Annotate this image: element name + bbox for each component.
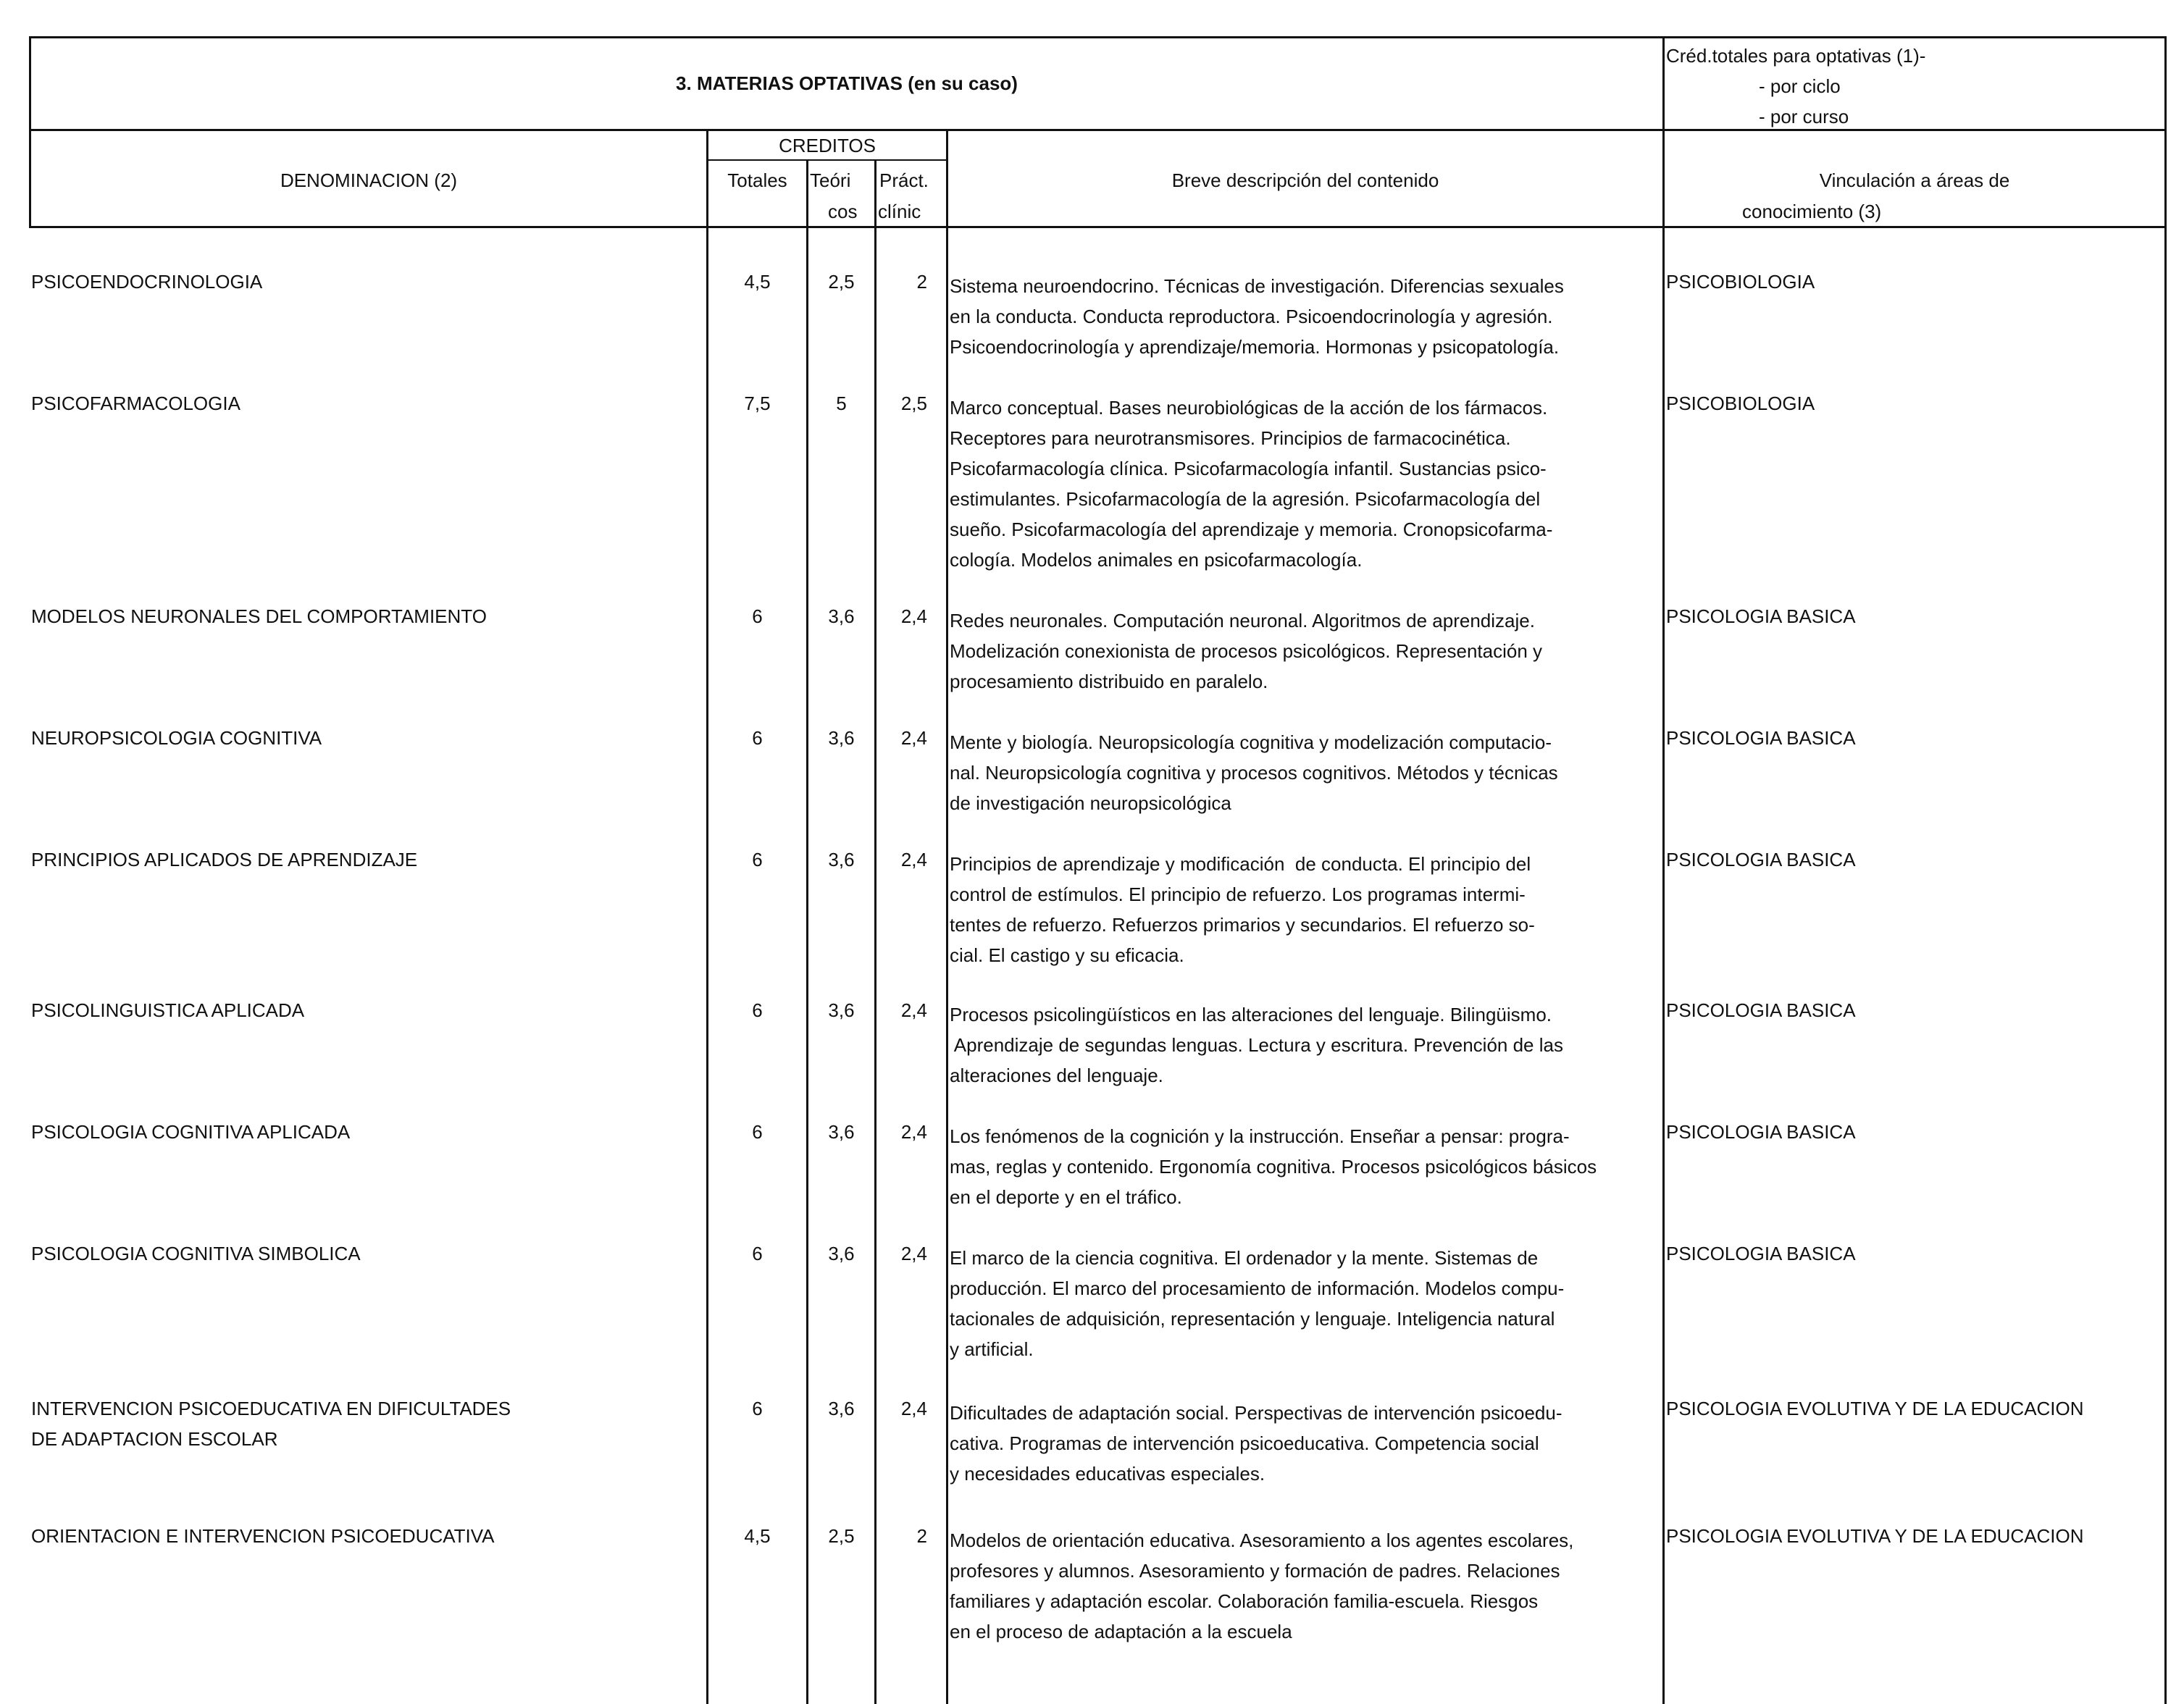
- header-divider: [29, 129, 2167, 131]
- credits-teoricos: 5: [836, 393, 847, 414]
- table-border-left: [29, 36, 31, 228]
- subject-name: PSICOENDOCRINOLOGIA: [31, 271, 263, 293]
- table-border-top: [29, 36, 2167, 38]
- subject-description: Los fenómenos de la cognición y la instrucción. Enseñar a pensar: progra- mas, reglas y contenido. Ergonomía cognitiva. Procesos psicológicos básicos en el deporte y en el tráfico.: [950, 1125, 1597, 1208]
- knowledge-area: PSICOLOGIA BASICA: [1666, 727, 1856, 749]
- knowledge-area: PSICOLOGIA BASICA: [1666, 849, 1856, 870]
- credits-totales: 6: [752, 605, 763, 627]
- credits-practicos: 2,4: [900, 849, 927, 870]
- knowledge-area: PSICOLOGIA BASICA: [1666, 999, 1856, 1021]
- credits-totales: 6: [752, 1121, 763, 1143]
- knowledge-area: PSICOBIOLOGIA: [1666, 393, 1815, 414]
- knowledge-area: PSICOLOGIA EVOLUTIVA Y DE LA EDUCACION: [1666, 1398, 2084, 1419]
- credits-practicos: 2,4: [900, 1398, 927, 1419]
- subject-name: PSICOLOGIA COGNITIVA APLICADA: [31, 1121, 351, 1143]
- credits-teoricos: 3,6: [828, 1121, 855, 1143]
- credits-total-label: Créd.totales para optativas (1)-: [1666, 45, 1926, 67]
- column-header-vinculacion-1: Vinculación a áreas de: [1819, 169, 2010, 191]
- credits-totales: 7,5: [744, 393, 771, 414]
- credits-totales: 6: [752, 999, 763, 1021]
- credits-per-cycle: - por ciclo: [1759, 75, 1841, 97]
- credits-teoricos: 3,6: [828, 1398, 855, 1419]
- credits-practicos: 2: [916, 271, 927, 293]
- subject-name: MODELOS NEURONALES DEL COMPORTAMIENTO: [31, 605, 487, 627]
- subject-description: Mente y biología. Neuropsicología cognitiva y modelización computacio- nal. Neuropsicología cognitiva y procesos cognitivos. Métodos y técnicas de investigación neuropsicológica: [950, 731, 1558, 814]
- table-border-right: [2164, 36, 2167, 1704]
- subject-description: Procesos psicolingüísticos en las alteraciones del lenguaje. Bilingüismo. Aprendizaje de segundas lenguas. Lectura y escritura. Prevención de las alteraciones del lenguaje.: [950, 1004, 1563, 1086]
- subject-description: Modelos de orientación educativa. Asesoramiento a los agentes escolares, profesores y alumnos. Asesoramiento y formación de padres. Relaciones familiares y adaptación escolar. Colaboración familia-escuela. Riesgos en el proceso de adaptación a la escuela: [950, 1529, 1574, 1642]
- creditos-divider: [706, 159, 947, 161]
- credits-teoricos: 2,5: [828, 1525, 855, 1547]
- subject-description: Dificultades de adaptación social. Perspectivas de intervención psicoedu- cativa. Programas de intervención psicoeducativa. Competencia social y necesidades educativas especiales.: [950, 1402, 1562, 1485]
- knowledge-area: PSICOLOGIA BASICA: [1666, 1243, 1856, 1264]
- knowledge-area: PSICOLOGIA BASICA: [1666, 605, 1856, 627]
- credits-totales: 4,5: [744, 1525, 771, 1547]
- col-divider-vinculacion: [1662, 36, 1665, 1704]
- knowledge-area: PSICOLOGIA EVOLUTIVA Y DE LA EDUCACION: [1666, 1525, 2084, 1547]
- credits-teoricos: 3,6: [828, 727, 855, 749]
- subject-description: Marco conceptual. Bases neurobiológicas de la acción de los fármacos. Receptores para neurotransmisores. Principios de farmacocinética. Psicofarmacología clínica. Psicofarmacología infantil. Sustancias psico- estimulantes. Psicofarmacología de la agresión. Psicofarmacología del sueño. Psicofarmacología del aprendizaje y memoria. Cronopsicofarma- cología. Modelos animales en psicofarmacología.: [950, 397, 1553, 571]
- credits-practicos: 2,4: [900, 727, 927, 749]
- credits-totales: 6: [752, 727, 763, 749]
- credits-practicos: 2: [916, 1525, 927, 1547]
- subject-description: El marco de la ciencia cognitiva. El ordenador y la mente. Sistemas de producción. El marco del procesamiento de información. Modelos compu- tacionales de adquisición, representación y lenguaje. Inteligencia natural y artificial.: [950, 1247, 1565, 1360]
- credits-teoricos: 3,6: [828, 849, 855, 870]
- column-header-teoricos-2: cos: [828, 201, 858, 222]
- column-header-vinculacion-2: conocimiento (3): [1742, 201, 1882, 222]
- subject-name: INTERVENCION PSICOEDUCATIVA EN DIFICULTADES DE ADAPTACION ESCOLAR: [31, 1398, 511, 1450]
- credits-totales: 6: [752, 1243, 763, 1264]
- column-header-divider: [29, 226, 2167, 228]
- column-header-practicos-1: Práct.: [879, 169, 929, 191]
- col-divider-teoricos: [806, 159, 808, 1704]
- column-header-creditos: CREDITOS: [779, 135, 876, 156]
- column-header-denominacion: DENOMINACION (2): [280, 169, 458, 191]
- col-divider-descripcion: [946, 129, 948, 1704]
- credits-practicos: 2,4: [900, 1243, 927, 1264]
- subject-name: PSICOLINGUISTICA APLICADA: [31, 999, 305, 1021]
- credits-teoricos: 3,6: [828, 1243, 855, 1264]
- column-header-teoricos-1: Teóri: [810, 169, 851, 191]
- credits-totales: 6: [752, 1398, 763, 1419]
- col-divider-practicos: [874, 159, 876, 1704]
- credits-practicos: 2,4: [900, 605, 927, 627]
- column-header-practicos-2: clínic: [878, 201, 921, 222]
- knowledge-area: PSICOLOGIA BASICA: [1666, 1121, 1856, 1143]
- subject-description: Principios de aprendizaje y modificación de conducta. El principio del control de estímulos. El principio de refuerzo. Los programas intermi- tentes de refuerzo. Refuerzos primarios y secundarios. El refuerzo so- cial. El castigo y su eficacia.: [950, 853, 1535, 966]
- section-title: 3. MATERIAS OPTATIVAS (en su caso): [676, 72, 1018, 94]
- knowledge-area: PSICOBIOLOGIA: [1666, 271, 1815, 293]
- credits-totales: 6: [752, 849, 763, 870]
- subject-description: Redes neuronales. Computación neuronal. Algoritmos de aprendizaje. Modelización conexionista de procesos psicológicos. Representación y procesamiento distribuido en paralelo.: [950, 610, 1543, 692]
- credits-practicos: 2,4: [900, 999, 927, 1021]
- subject-name: PSICOFARMACOLOGIA: [31, 393, 240, 414]
- column-header-totales: Totales: [727, 169, 787, 191]
- credits-practicos: 2,4: [900, 1121, 927, 1143]
- subject-name: NEUROPSICOLOGIA COGNITIVA: [31, 727, 322, 749]
- credits-practicos: 2,5: [900, 393, 927, 414]
- credits-teoricos: 2,5: [828, 271, 855, 293]
- credits-per-course: - por curso: [1759, 106, 1849, 127]
- subject-description: Sistema neuroendocrino. Técnicas de investigación. Diferencias sexuales en la conducta. Conducta reproductora. Psicoendocrinología y agresión. Psicoendocrinología y aprendizaje/memoria. Hormonas y psicopatología.: [950, 275, 1564, 358]
- subject-name: ORIENTACION E INTERVENCION PSICOEDUCATIVA: [31, 1525, 495, 1547]
- subject-name: PRINCIPIOS APLICADOS DE APRENDIZAJE: [31, 849, 418, 870]
- credits-teoricos: 3,6: [828, 999, 855, 1021]
- credits-teoricos: 3,6: [828, 605, 855, 627]
- column-header-descripcion: Breve descripción del contenido: [1171, 169, 1439, 191]
- col-divider-creditos-totales: [706, 129, 708, 1704]
- credits-totales: 4,5: [744, 271, 771, 293]
- subject-name: PSICOLOGIA COGNITIVA SIMBOLICA: [31, 1243, 361, 1264]
